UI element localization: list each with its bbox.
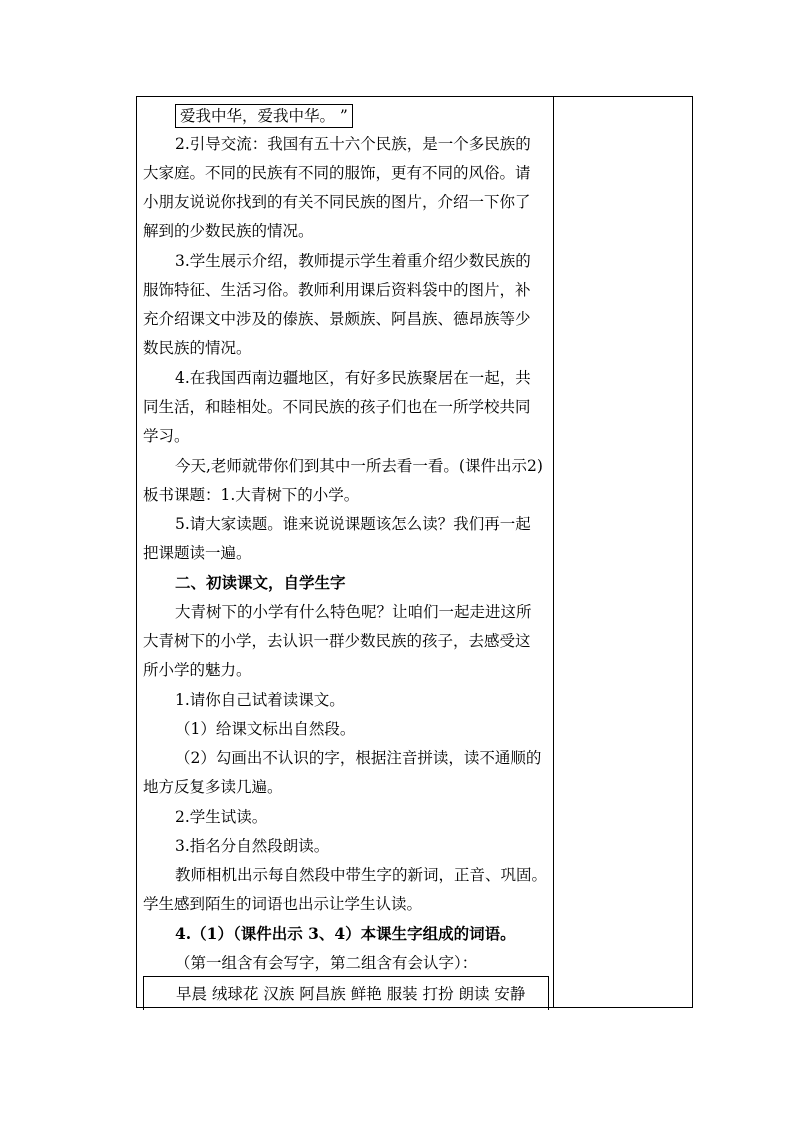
section-heading: 二、初读课文，自学生字: [175, 573, 346, 592]
paragraph-line: 把课题读一遍。: [143, 544, 252, 562]
paragraph-line: 3.学生展示介绍，教师提示学生着重介绍少数民族的: [175, 252, 531, 270]
paragraph-line: 地方反复多读几遍。: [143, 778, 283, 796]
paragraph-line: 4.在我国西南边疆地区，有好多民族聚居在一起，共: [175, 369, 531, 387]
paragraph-line: 2.引导交流：我国有五十六个民族，是一个多民族的: [175, 135, 531, 153]
paragraph-line: 大家庭。不同的民族有不同的服饰，更有不同的风俗。请: [143, 164, 531, 182]
paragraph-line: （2）勾画出不认识的字，根据注音拼读，读不通顺的: [175, 749, 542, 767]
paragraph-line: 4.（1）（课件出示 3、4）本课生字组成的词语。: [175, 924, 516, 943]
paragraph-line: 解到的少数民族的情况。: [143, 222, 314, 240]
paragraph-line: 数民族的情况。: [143, 339, 252, 357]
paragraph-line: 小朋友说说你找到的有关不同民族的图片，介绍一下你了: [143, 193, 531, 211]
quote-box: 爱我中华，爱我中华。 ”: [175, 104, 353, 128]
word-list: 早晨 绒球花 汉族 阿昌族 鲜艳 服装 打扮 朗读 安静: [176, 985, 526, 1003]
table-column-divider: [553, 96, 554, 1008]
paragraph-line: 学生感到陌生的词语也出示让学生认读。: [143, 895, 423, 913]
paragraph-line: 3.指名分自然段朗读。: [175, 837, 330, 855]
paragraph-line: 同生活，和睦相处。不同民族的孩子们也在一所学校共同: [143, 398, 531, 416]
paragraph-line: 2.学生试读。: [175, 808, 268, 826]
paragraph-line: 今天,老师就带你们到其中一所去看一看。(课件出示2): [175, 457, 543, 475]
paragraph-line: 1.请你自己试着读课文。: [175, 691, 345, 709]
paragraph-line: 所小学的魅力。: [143, 661, 252, 679]
paragraph-line: 板书课题：1.大青树下的小学。: [143, 486, 360, 504]
word-list-box: [143, 976, 549, 1010]
paragraph-line: 教师相机出示每自然段中带生字的新词，正音、巩固。: [175, 866, 548, 884]
paragraph-line: 大青树下的小学有什么特色呢？让咱们一起走进这所: [175, 603, 532, 621]
paragraph-line: （第一组含有会写字，第二组含有会认字）：: [175, 954, 478, 972]
paragraph-line: （1）给课文标出自然段。: [175, 720, 356, 738]
paragraph-line: 充介绍课文中涉及的傣族、景颇族、阿昌族、德昂族等少: [143, 310, 531, 328]
paragraph-line: 5.请大家读题。谁来说说课题该怎么读？我们再一起: [175, 515, 531, 533]
paragraph-line: 大青树下的小学，去认识一群少数民族的孩子，去感受这: [143, 632, 531, 650]
paragraph-line: 服饰特征、生活习俗。教师利用课后资料袋中的图片，补: [143, 281, 531, 299]
paragraph-line: 学习。: [143, 427, 190, 445]
